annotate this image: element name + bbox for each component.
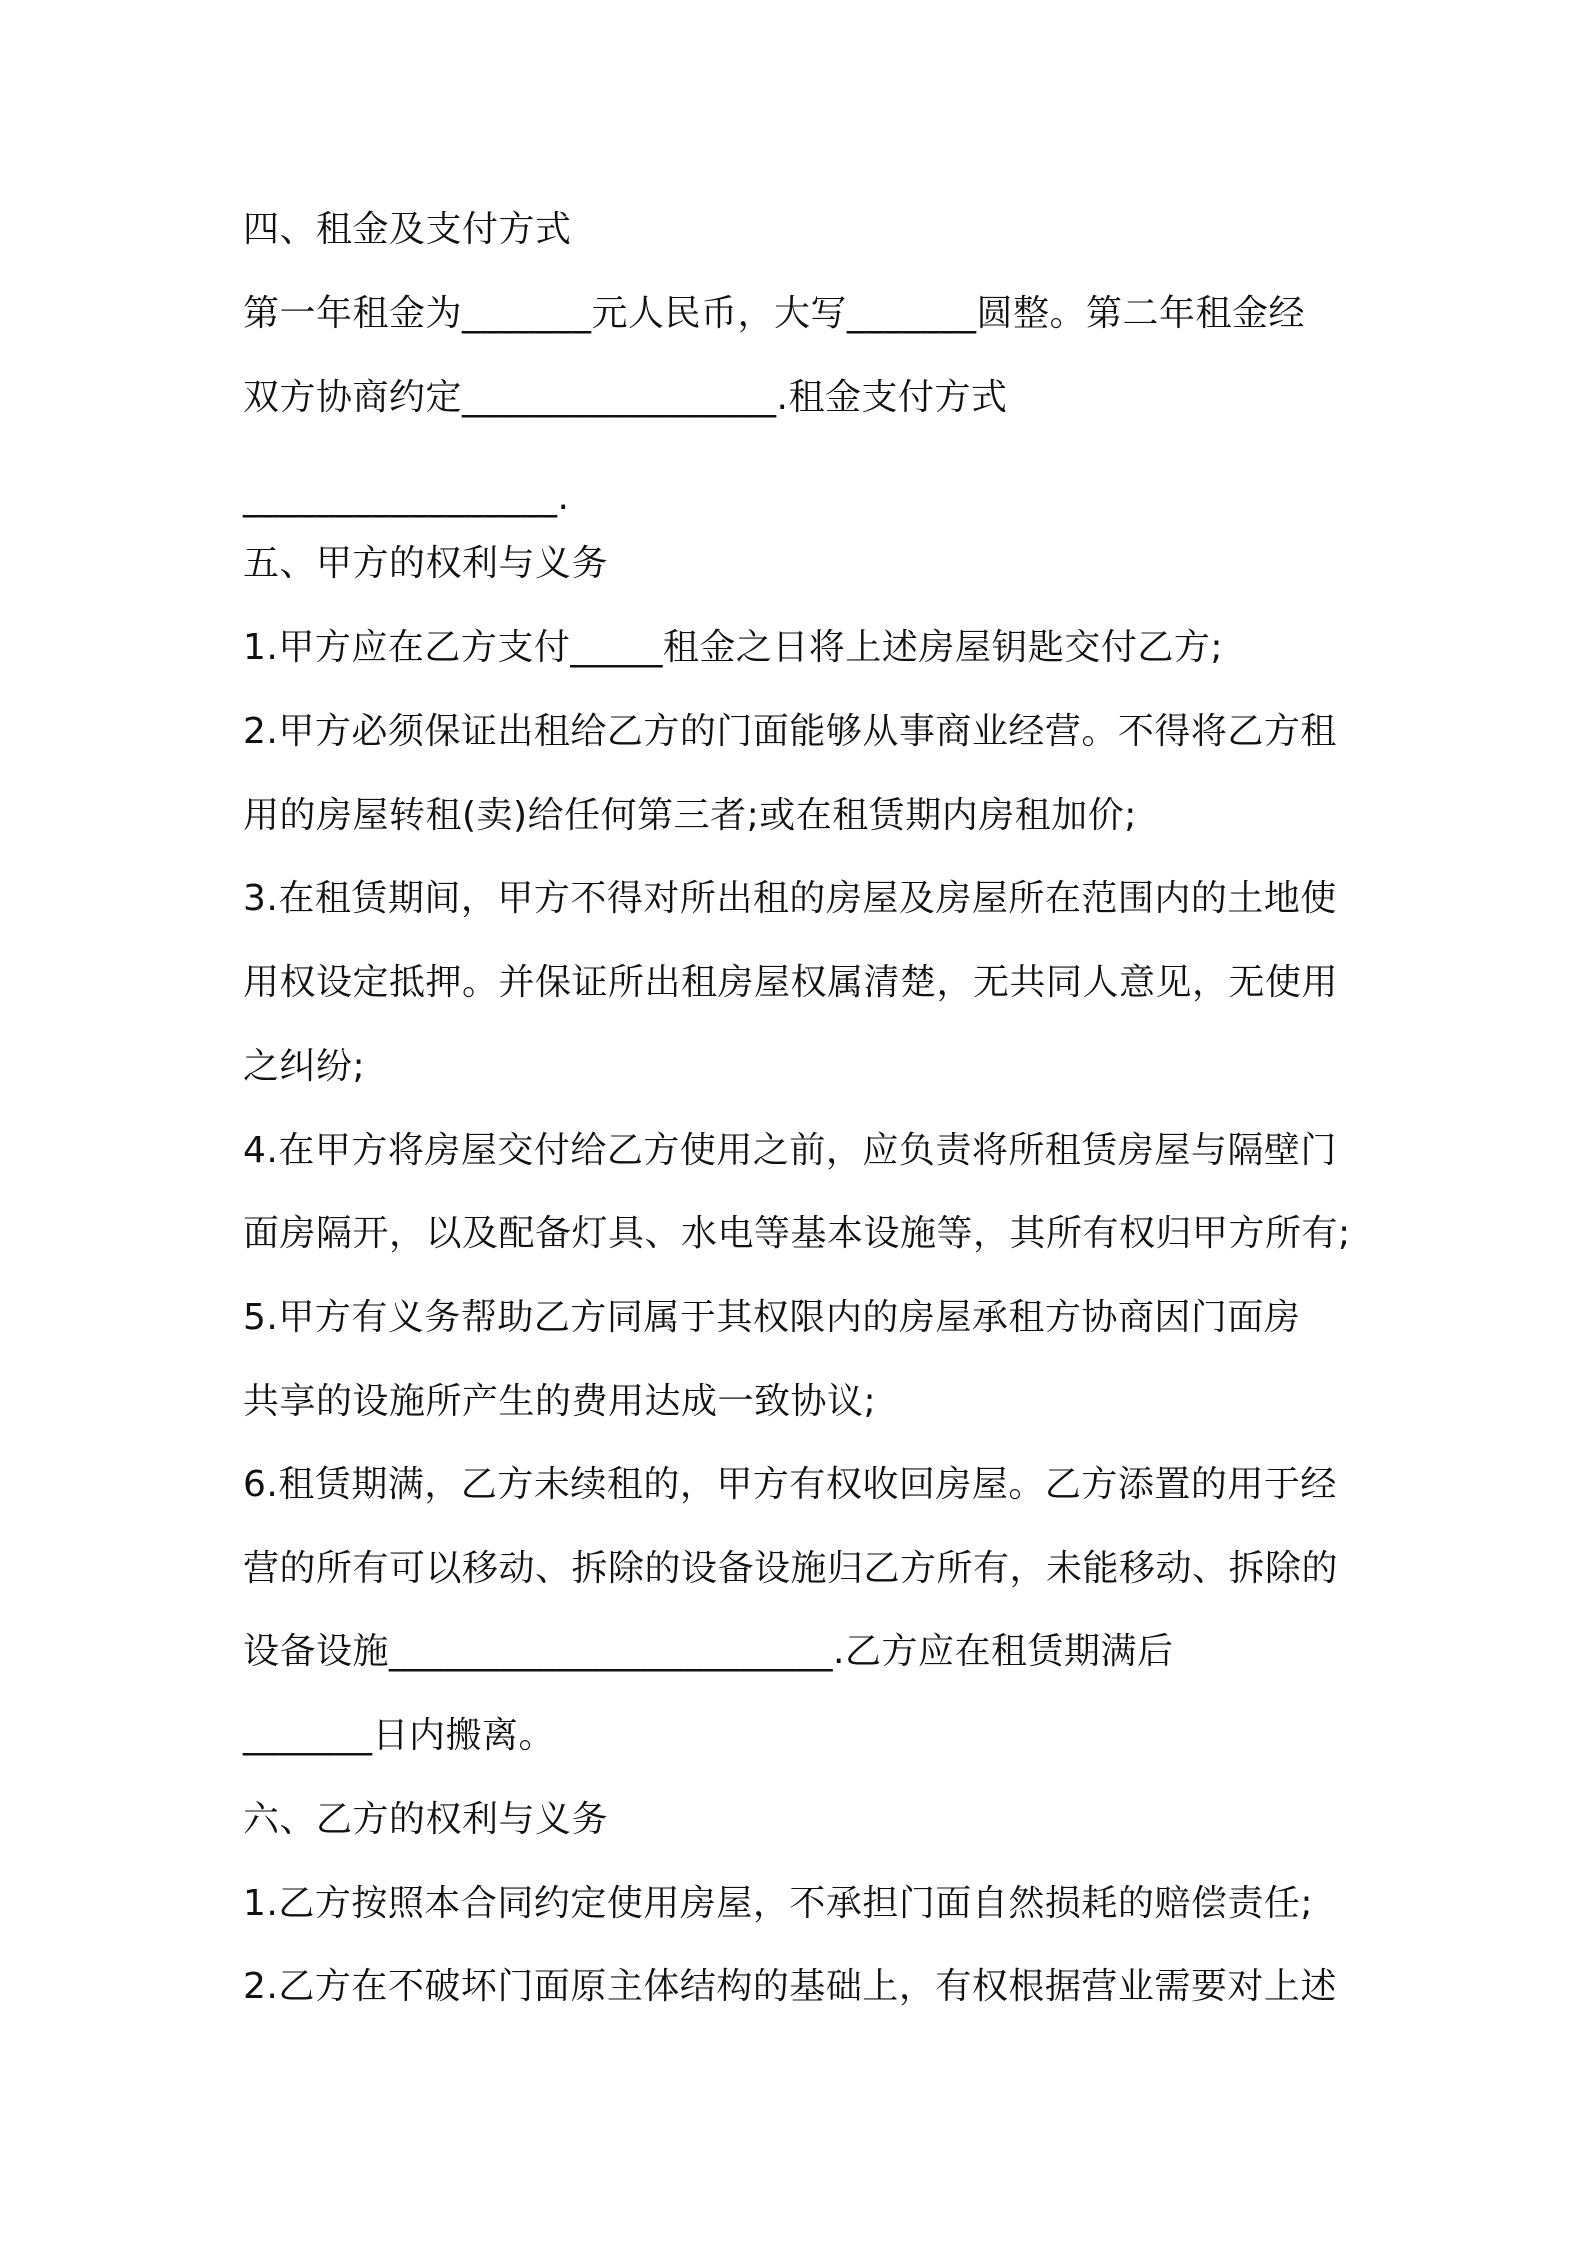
clause-line: 1.乙方按照本合同约定使用房屋，不承担门面自然损耗的赔偿责任;	[243, 1883, 1313, 1924]
clause-line: 6.租赁期满，乙方未续租的，甲方有权收回房屋。乙方添置的用于经	[243, 1464, 1337, 1505]
section-heading-rent-payment: 四、租金及支付方式	[243, 209, 572, 250]
clause-line: 2.乙方在不破坏门面原主体结构的基础上，有权根据营业需要对上述	[243, 1966, 1337, 2007]
clause-line: 3.在租赁期间，甲方不得对所出租的房屋及房屋所在范围内的土地使	[243, 878, 1337, 919]
paragraph-line: _________________.	[243, 477, 570, 518]
paragraph-line: 双方协商约定_________________.租金支付方式	[243, 377, 1008, 418]
clause-line: 用的房屋转租(卖)给任何第三者;或在租赁期内房租加价;	[243, 795, 1137, 836]
clause-line: 4.在甲方将房屋交付给乙方使用之前，应负责将所租赁房屋与隔壁门	[243, 1130, 1337, 1171]
section-heading-party-b-rights: 六、乙方的权利与义务	[243, 1799, 609, 1840]
paragraph-line: 第一年租金为_______元人民币，大写_______圆整。第二年租金经	[243, 293, 1306, 334]
section-heading-party-a-rights: 五、甲方的权利与义务	[243, 543, 609, 584]
clause-line: 共享的设施所产生的费用达成一致协议;	[243, 1381, 877, 1422]
clause-line: 2.甲方必须保证出租给乙方的门面能够从事商业经营。不得将乙方租	[243, 711, 1337, 752]
clause-line: 用权设定抵押。并保证所出租房屋权属清楚，无共同人意见，无使用	[243, 962, 1339, 1003]
clause-line: 之纠纷;	[243, 1046, 366, 1087]
clause-line: 1.甲方应在乙方支付_____租金之日将上述房屋钥匙交付乙方;	[243, 627, 1223, 668]
clause-line: _______日内搬离。	[243, 1715, 556, 1756]
clause-line: 5.甲方有义务帮助乙方同属于其权限内的房屋承租方协商因门面房	[243, 1297, 1301, 1338]
clause-line: 面房隔开，以及配备灯具、水电等基本设施等，其所有权归甲方所有;	[243, 1213, 1351, 1254]
clause-line: 营的所有可以移动、拆除的设备设施归乙方所有，未能移动、拆除的	[243, 1548, 1339, 1589]
clause-line: 设备设施________________________.乙方应在租赁期满后	[243, 1631, 1174, 1672]
